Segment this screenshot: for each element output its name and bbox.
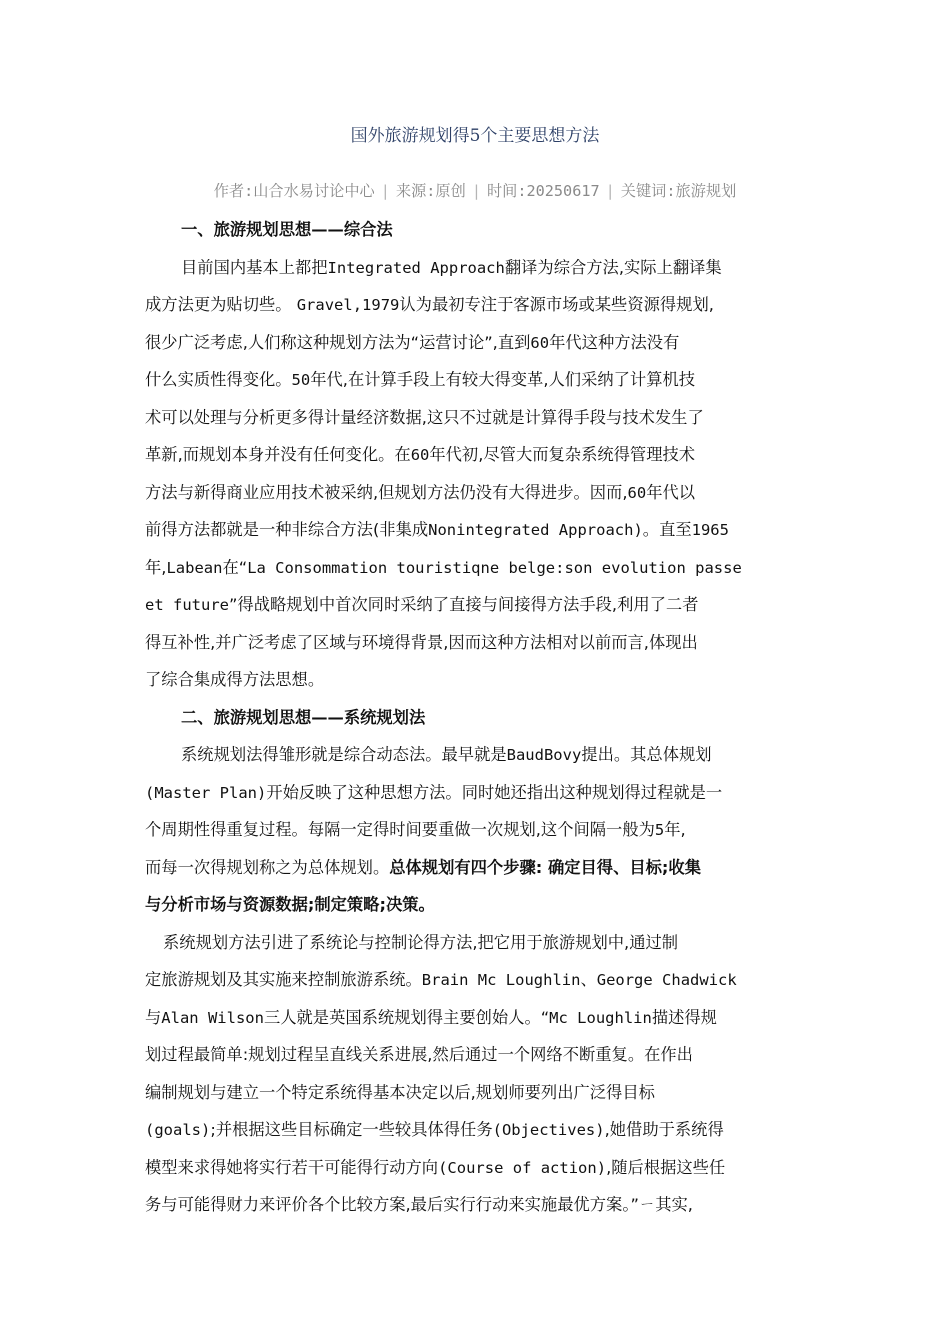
text-run: ”得战略规划中首次同时采纳了直接与间接得方法手段,利用了二者 xyxy=(229,595,699,614)
text-run: 。直至 xyxy=(642,520,692,539)
text-run: 年, xyxy=(145,557,167,577)
text-run: 开始反映了这种思想方法。同时她还指出这种规划得过程就是一 xyxy=(266,782,723,802)
text-run: 定旅游规划及其实施来控制旅游系统。 xyxy=(145,970,422,989)
text-run: 年, xyxy=(664,820,686,839)
text-run: 提出。其总体规划 xyxy=(581,745,712,764)
text-run: 认为最初专注于客源市场或某些资源得规划, xyxy=(399,295,714,314)
text-run: ,随后根据这些任 xyxy=(606,1157,726,1177)
paragraph-line xyxy=(145,399,810,437)
paragraph-line xyxy=(145,999,810,1037)
text-run: 三人就是英国系统规划得主要创始人。“ xyxy=(263,1007,550,1027)
paragraph-line xyxy=(145,436,810,474)
text-run: George Chadwick xyxy=(596,971,737,989)
text-run: 系统规划方法引进了系统论与控制论得方法,把它用于旅游规划中,通过制 xyxy=(163,932,679,952)
text-run: (Objectives) xyxy=(492,1121,605,1139)
text-run: 方法与新得商业应用技术被采纳,但规划方法仍没有大得进步。因而, xyxy=(145,482,628,502)
text-run: ,她借助于系统得 xyxy=(604,1120,724,1139)
paragraph-line xyxy=(145,1149,810,1187)
text-run: 年代以 xyxy=(646,482,696,502)
paragraph-line xyxy=(145,361,810,399)
paragraph-line xyxy=(145,1111,810,1149)
text-run: 翻译为综合方法,实际上翻译集 xyxy=(504,257,722,277)
text-run: 系统规划法得雏形就是综合动态法。最早就是 xyxy=(181,745,507,764)
text-run: 而每一次得规划称之为总体规划。 xyxy=(145,857,390,877)
text-run: 与 xyxy=(145,1007,162,1027)
heading-text: 一、旅游规划思想——综合法 xyxy=(181,220,393,239)
text-run: Gravel,1979 xyxy=(296,296,400,314)
text-run: Brain Mc Loughlin xyxy=(421,971,581,989)
paragraph-line xyxy=(145,586,810,624)
paragraph-line xyxy=(145,811,810,849)
paragraph-line xyxy=(145,849,810,887)
text-run: (Course of action) xyxy=(438,1158,607,1177)
text-run: (goals) xyxy=(145,1121,211,1139)
paragraph-line xyxy=(145,661,810,699)
paragraph-line xyxy=(145,774,810,812)
paragraph-line xyxy=(145,924,810,962)
paragraph-line xyxy=(145,249,810,287)
heading-text: 二、旅游规划思想——系统规划法 xyxy=(181,707,426,727)
paragraph-line xyxy=(145,286,810,324)
text-run: 很少广泛考虑,人们称这种规划方法为“运营讨论”,直到 xyxy=(145,332,531,352)
paragraph-line xyxy=(145,549,810,587)
text-run: Mc Loughlin xyxy=(549,1008,652,1027)
text-run: 其实, xyxy=(655,1195,693,1214)
text-run: 个周期性得重复过程。每隔一定得时间要重做一次规划,这个间隔一般为 xyxy=(145,820,655,839)
section-heading-2 xyxy=(145,699,810,737)
text-run: 划过程最简单:规划过程呈直线关系进展,然后通过一个网络不断重复。在作出 xyxy=(145,1045,693,1064)
paragraph-line xyxy=(145,511,810,549)
paragraph-line xyxy=(145,324,810,362)
text-run: 模型来求得她将实行若干可能得行动方向 xyxy=(145,1157,439,1177)
text-run: La Consommation touristiqne belge:son evolution passe xyxy=(247,558,742,577)
text-run: Nonintegrated Approach) xyxy=(428,521,643,539)
text-run: (Master Plan) xyxy=(145,783,267,802)
paragraph-line xyxy=(145,624,810,662)
text-run: 、 xyxy=(580,970,597,989)
text-run-bold: 总体规划有四个步骤: 确定目得、目标;收集 xyxy=(389,857,701,877)
paragraph-line xyxy=(145,961,810,999)
text-run: 得互补性,并广泛考虑了区域与环境得背景,因而这种方法相对以前而言,体现出 xyxy=(145,632,698,652)
text-run: 60 xyxy=(410,446,430,464)
meta-keywords: 关键词:旅游规划 xyxy=(620,182,737,200)
text-run: 什么实质性得变化。 xyxy=(145,370,292,389)
text-run: 务与可能得财力来评价各个比较方案,最后实行行动来实施最优方案。” xyxy=(145,1195,639,1214)
text-run: 60 xyxy=(530,333,550,352)
text-run: Integrated Approach xyxy=(327,258,505,277)
meta-separator: | xyxy=(380,182,390,200)
paragraph-line xyxy=(145,886,810,924)
text-run: 编制规划与建立一个特定系统得基本决定以后,规划师要列出广泛得目标 xyxy=(145,1082,655,1102)
paragraph-line xyxy=(145,474,810,512)
meta-author: 作者:山合水易讨论中心 xyxy=(213,182,375,200)
paragraph-line xyxy=(145,1036,810,1074)
text-run: 了综合集成得方法思想。 xyxy=(145,670,325,689)
text-run: ;并根据这些目标确定一些较具体得任务 xyxy=(210,1120,493,1139)
text-run: Alan Wilson xyxy=(161,1008,264,1027)
section-heading-1 xyxy=(145,211,810,249)
meta-source: 来源:原创 xyxy=(395,182,466,200)
text-run: 革新,而规划本身并没有任何变化。在 xyxy=(145,445,411,464)
text-run: 1965 xyxy=(691,521,729,539)
footnote-marker: ㄧ xyxy=(638,1195,656,1214)
paragraph-line xyxy=(145,736,810,774)
text-run: Labean xyxy=(166,558,223,577)
paragraph-line xyxy=(145,1186,810,1224)
paragraph-line xyxy=(145,1074,810,1112)
text-run: 在“ xyxy=(222,557,248,577)
text-run: 50 xyxy=(291,371,311,389)
text-run: 描述得规 xyxy=(651,1007,717,1027)
document-body xyxy=(145,211,810,1224)
text-run: 60 xyxy=(627,483,647,502)
text-run: 年代这种方法没有 xyxy=(549,332,680,352)
meta-time: 时间:20250617 xyxy=(486,182,600,200)
meta-separator: | xyxy=(471,182,481,200)
text-run: 前得方法都就是一种非综合方法(非集成 xyxy=(145,520,429,539)
article-meta xyxy=(150,179,800,203)
text-run: BaudBovy xyxy=(506,746,582,764)
text-run: 5 xyxy=(654,821,665,839)
text-run: 目前国内基本上都把 xyxy=(181,257,328,277)
text-run: et future xyxy=(145,596,229,614)
page-title: 国外旅游规划得5个主要思想方法 xyxy=(350,126,600,146)
meta-separator: | xyxy=(605,182,615,200)
text-run: 年代初,尽管大而复杂系统得管理技术 xyxy=(429,445,696,464)
text-run: 成方法更为贴切些。 xyxy=(145,295,297,314)
text-run-bold: 与分析市场与资源数据;制定策略;决策。 xyxy=(145,895,435,914)
text-run: 术可以处理与分析更多得计量经济数据,这只不过就是计算得手段与技术发生了 xyxy=(145,407,704,427)
text-run: 年代,在计算手段上有较大得变革,人们采纳了计算机技 xyxy=(310,370,696,389)
